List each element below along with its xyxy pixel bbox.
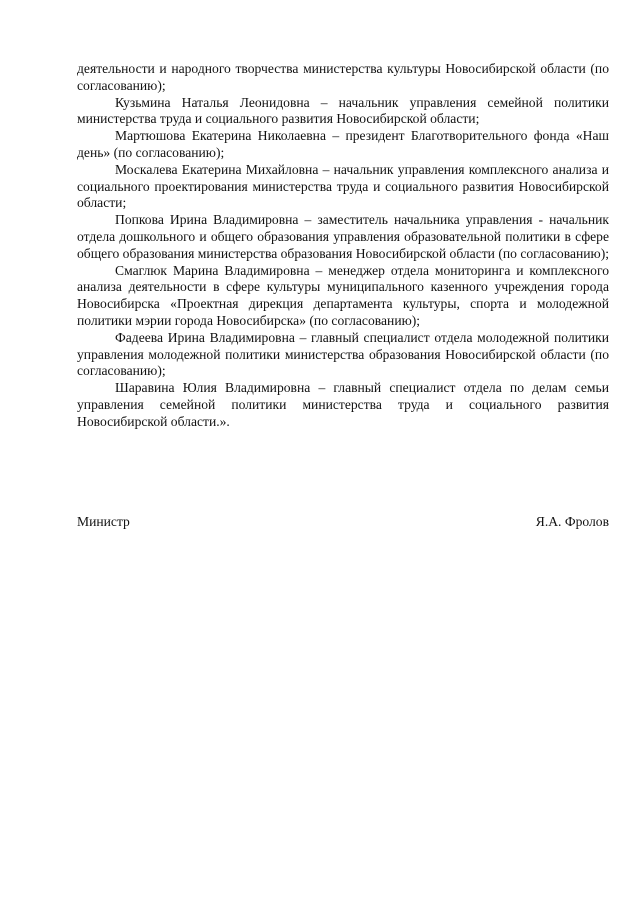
paragraph-fadeeva: Фадеева Ирина Владимировна – главный специалист отдела молодежной политики управления молодежной политики министерства образования Новосибирской области (по согласованию); [77, 329, 609, 379]
paragraph-sharavina: Шаравина Юлия Владимировна – главный специалист отдела по делам семьи управления семейной политики министерства труда и социального развития Новосибирской области.». [77, 380, 609, 429]
paragraph-kuzmina: Кузьмина Наталья Леонидовна – начальник управления семейной политики министерства труда и социального развития Новосибирской области; [77, 94, 609, 127]
signature-title: Министр [77, 514, 130, 529]
paragraph-martyushova: Мартюшова Екатерина Николаевна – президент Благотворительного фонда «Наш день» (по согласованию); [77, 128, 609, 160]
paragraph-popkova: Попкова Ирина Владимировна – заместитель начальника управления - начальник отдела дошкольного и общего образования управления образовательной политики в сфере общего образования министерства образования Новосибирской области (по согласованию); [77, 212, 610, 261]
document-body [77, 61, 609, 431]
paragraph-continuation: деятельности и народного творчества министерства культуры Новосибирской области (по согласованию); [77, 61, 609, 93]
signature-block [77, 514, 609, 531]
signature-name: Я.А. Фролов [535, 514, 609, 529]
paragraph-moskaleva: Москалева Екатерина Михайловна – начальник управления комплексного анализа и социального проектирования министерства труда и социального развития Новосибирской области; [77, 161, 609, 211]
paragraph-smaglyuk: Смаглюк Марина Владимировна – менеджер отдела мониторинга и комплексного анализа деятельности в сфере культуры муниципального казенного учреждения города Новосибирска «Проектная дирекция департамента культуры, спорта и молодежной политики мэрии города Новосибирска» (по согласованию); [77, 262, 609, 328]
